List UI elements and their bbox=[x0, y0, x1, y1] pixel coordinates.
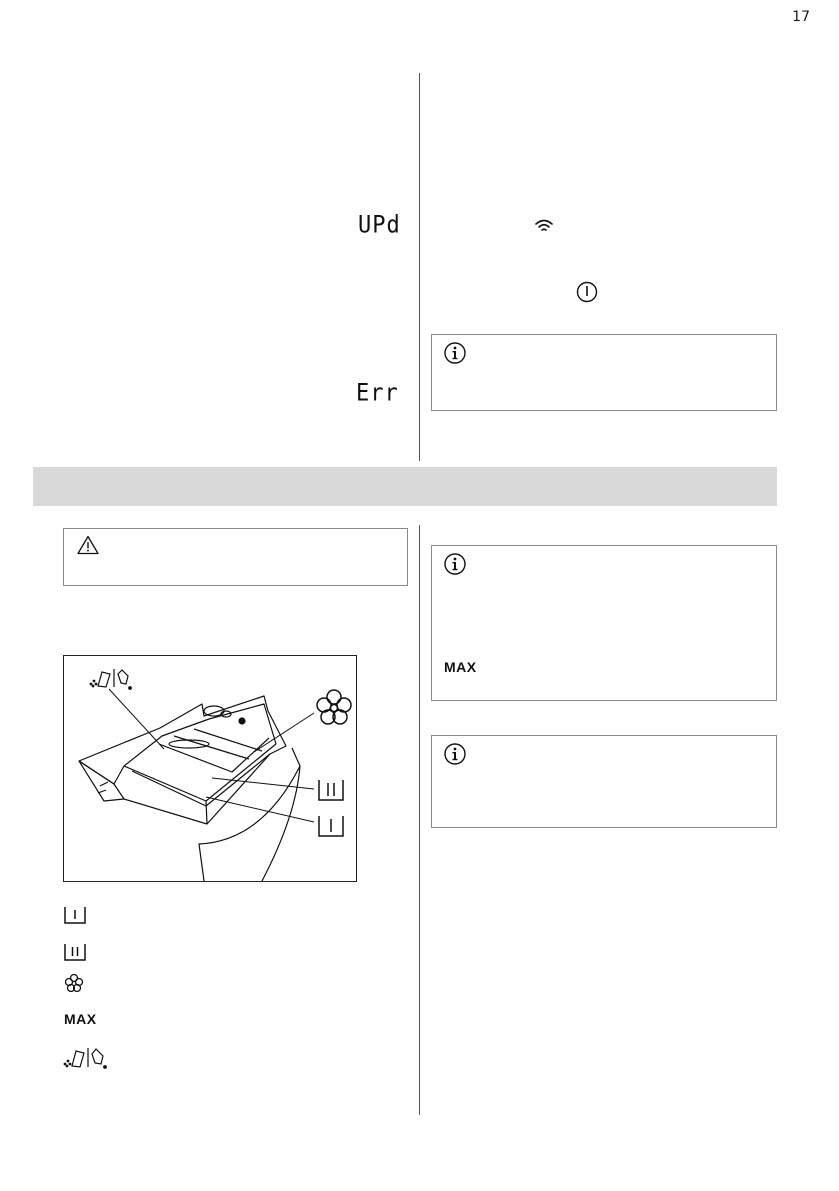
detergent-drawer-illustration bbox=[63, 655, 357, 882]
main-wash-compartment-icon bbox=[319, 780, 343, 800]
warning-icon bbox=[77, 535, 99, 555]
prewash-compartment-icon bbox=[319, 816, 343, 836]
fabric-softener-flower-icon bbox=[317, 690, 351, 724]
legend-prewash-icon bbox=[63, 905, 87, 925]
column-divider-top bbox=[419, 73, 420, 461]
section-heading-bar bbox=[33, 467, 777, 506]
max-label: MAX bbox=[444, 659, 477, 675]
wifi-icon bbox=[534, 218, 554, 234]
display-code-update: UPd bbox=[358, 211, 401, 240]
info-note-box-1 bbox=[431, 334, 777, 411]
warning-note-box bbox=[63, 528, 408, 586]
legend-main-wash-icon bbox=[63, 942, 87, 962]
info-icon bbox=[444, 743, 466, 765]
info-icon bbox=[444, 553, 466, 575]
info-note-box-2 bbox=[431, 545, 777, 701]
page-number: 17 bbox=[792, 9, 810, 25]
column-divider-bottom bbox=[419, 525, 420, 1115]
legend-max-label: MAX bbox=[64, 1011, 97, 1027]
legend-softener-icon bbox=[64, 974, 84, 992]
display-code-error: Err bbox=[356, 379, 399, 408]
legend-powder-liquid-icon bbox=[63, 1045, 111, 1069]
powder-liquid-detergent-icon bbox=[90, 669, 131, 689]
info-icon bbox=[444, 342, 466, 364]
info-note-box-3 bbox=[431, 735, 777, 828]
power-icon bbox=[576, 281, 598, 303]
